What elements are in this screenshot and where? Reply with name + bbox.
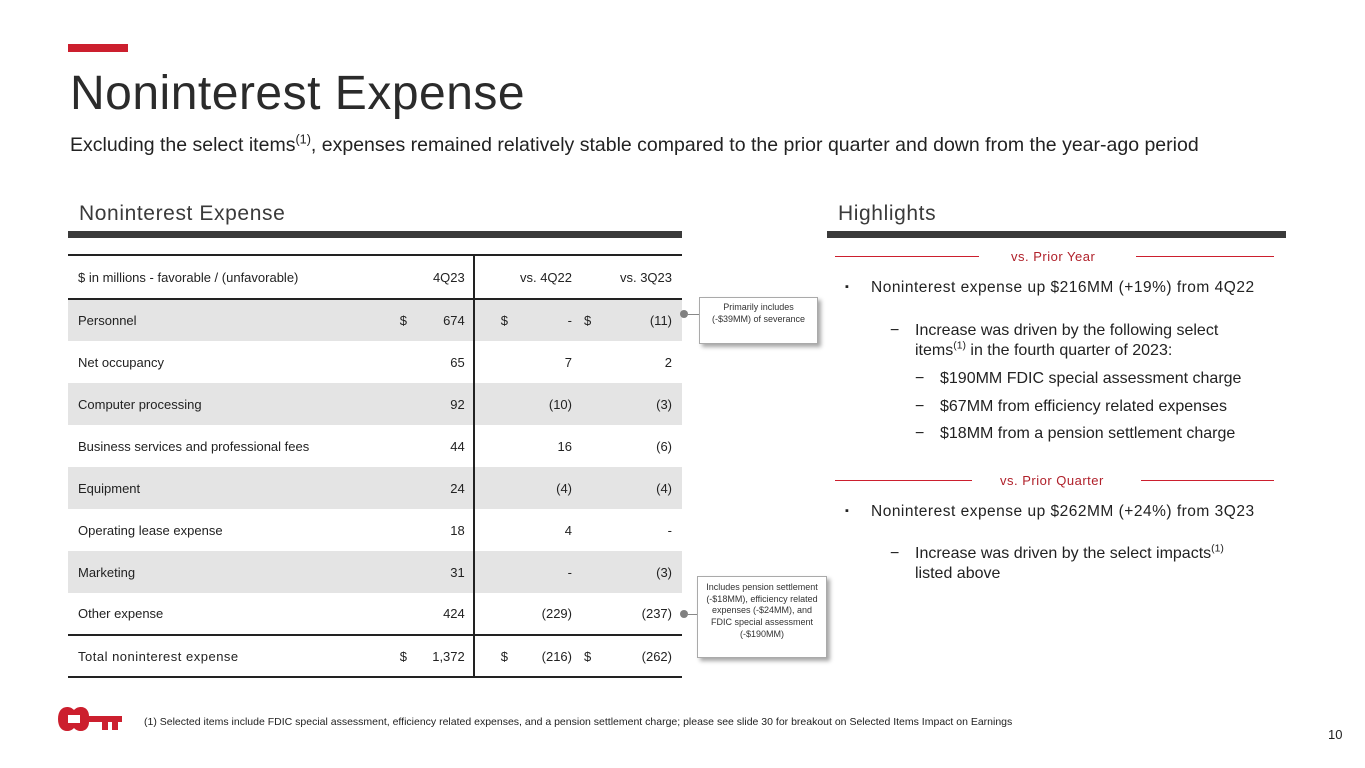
table-section-heading: Noninterest Expense [79,202,286,225]
prior-year-rule-right [1136,256,1274,257]
row-currency [474,341,508,383]
row-value-4q23: 65 [450,354,465,370]
row-label: Personnel [68,299,400,341]
table-row [68,467,682,509]
prior-quarter-sub-footnote-ref: (1) [1211,543,1224,555]
subtitle-text-post: , expenses remained relatively stable compared to the prior quarter and down from the year-ago period [310,134,1199,156]
select-item-text: $190MM FDIC special assessment charge [940,370,1242,387]
subtitle-footnote-ref: (1) [295,132,311,147]
row-value-vs-3q23: 2 [664,354,672,370]
total-label: Total noninterest expense [68,635,400,677]
row-label: Other expense [78,606,164,621]
page-number: 10 [1328,727,1343,742]
row-value-4q23: 44 [450,438,465,454]
prior-quarter-rule-right [1141,480,1274,481]
dash-bullet-icon: − [890,545,900,562]
header-label: $ in millions - favorable / (unfavorable) [68,255,400,299]
row-value-vs-4q22: (10) [508,383,580,425]
table-row [68,593,682,635]
select-item [915,369,1242,389]
table-header-row [68,255,682,299]
row-currency [580,425,610,467]
header-vs-3q23: vs. 3Q23 [580,255,682,299]
row-value-vs-3q23: (6) [656,438,672,454]
dash-bullet-icon: − [890,322,900,339]
row-currency [580,551,610,593]
table-row [68,299,682,341]
total-value-4q23: 1,372 [424,635,474,677]
row-value-vs-3q23: (3) [610,551,682,593]
prior-year-sub-footnote-ref: (1) [953,340,966,352]
select-item-text: $18MM from a pension settlement charge [940,425,1236,442]
table-row [68,425,682,467]
prior-year-heading: vs. Prior Year [1011,249,1096,264]
row-value-vs-4q22: - [508,551,580,593]
table-row [68,383,682,425]
row-value-4q23: 18 [450,522,465,538]
key-logo-icon [56,704,124,734]
row-currency [400,593,424,635]
row-currency [580,593,610,635]
row-value-vs-3q23: (3) [610,383,682,425]
row-value-vs-3q23: - [667,522,672,538]
total-value-vs-3q23: (262) [610,635,682,677]
prior-quarter-rule-left [835,480,972,481]
total-currency: $ [580,635,610,677]
row-label: Operating lease expense [78,522,223,538]
row-label: Equipment [68,467,400,509]
prior-year-bullet [845,278,1261,297]
row-value-vs-4q22: - [508,299,580,341]
table-row [68,551,682,593]
page-subtitle [70,134,1199,157]
subtitle-text-pre: Excluding the select items [70,134,296,156]
row-label: Marketing [68,551,400,593]
row-currency [400,509,424,551]
prior-year-sub-pre: Increase was driven by the following select items [915,322,1219,359]
highlights-heading: Highlights [838,202,937,225]
row-currency [580,341,610,383]
row-value-vs-4q22: (229) [541,606,572,621]
row-currency [474,467,508,509]
row-currency [474,551,508,593]
row-value-4q23: 92 [424,383,474,425]
table-row [68,509,682,551]
row-value-4q23: 24 [424,467,474,509]
prior-quarter-heading: vs. Prior Quarter [1000,473,1104,488]
total-value-vs-4q22: (216) [508,635,580,677]
callout-connector-line [686,314,700,315]
prior-quarter-sub-pre: Increase was driven by the select impacts [915,545,1212,562]
select-item-text: $67MM from efficiency related expenses [940,398,1227,415]
row-currency [400,551,424,593]
row-currency [474,509,508,551]
row-value-vs-3q23: (4) [610,467,682,509]
row-value-vs-4q22: 4 [564,522,572,538]
other-expense-callout: Includes pension settlement (-$18MM), efficiency related expenses (-$24MM), and FDIC special assessment (-$190MM) [697,576,827,658]
page-title: Noninterest Expense [70,67,526,120]
row-currency [474,425,508,467]
row-currency [580,467,610,509]
row-currency [474,593,508,635]
row-label: Business services and professional fees [78,438,310,454]
dash-bullet-icon: − [915,370,925,387]
prior-quarter-sub-bullet [890,543,1255,584]
prior-quarter-bullet-text: Noninterest expense up $262MM (+24%) from 3Q23 [871,503,1255,520]
total-currency: $ [474,635,508,677]
dash-bullet-icon: − [915,398,925,415]
row-label: Computer processing [68,383,400,425]
highlights-rule [827,231,1286,238]
row-value-4q23: 31 [424,551,474,593]
row-value-vs-4q22: (4) [508,467,580,509]
table-section-rule [68,231,682,238]
prior-year-bullet-text: Noninterest expense up $216MM (+19%) from 4Q22 [871,279,1255,296]
row-value-4q23: 674 [424,299,474,341]
prior-year-sub-post: in the fourth quarter of 2023: [965,342,1173,359]
square-bullet-icon: ▪ [845,505,850,517]
row-value-vs-4q22: 16 [557,438,572,454]
row-currency: $ [400,299,424,341]
header-vs-4q22: vs. 4Q22 [474,255,580,299]
prior-quarter-sub-post: listed above [915,565,1001,582]
footnote: (1) Selected items include FDIC special assessment, efficiency related expenses, and a pension settlement charge; please see slide 30 for breakout on Selected Items Impact on Earnings [144,716,1013,728]
personnel-callout: Primarily includes (-$39MM) of severance [699,297,818,344]
header-4q23: 4Q23 [400,255,474,299]
table-row [68,341,682,383]
square-bullet-icon: ▪ [845,281,850,293]
total-currency: $ [400,635,424,677]
select-item [915,397,1227,417]
prior-year-sub-bullet [890,321,1255,361]
expense-table [68,254,682,678]
prior-quarter-bullet [845,502,1261,521]
prior-year-rule-left [835,256,979,257]
row-value-4q23: 424 [443,606,465,621]
row-currency [400,341,424,383]
row-label: Net occupancy [78,354,164,370]
row-currency [400,383,424,425]
row-currency: $ [580,299,610,341]
dash-bullet-icon: − [915,425,925,442]
title-accent-bar [68,44,128,52]
row-value-vs-3q23: (11) [610,299,682,341]
row-currency [580,383,610,425]
row-currency [400,425,424,467]
table-total-row [68,635,682,677]
row-currency: $ [474,299,508,341]
select-item [915,424,1236,444]
row-currency [474,383,508,425]
row-value-vs-3q23: (237) [641,606,672,621]
row-value-vs-4q22: 7 [564,354,572,370]
row-currency [580,509,610,551]
row-currency [400,467,424,509]
